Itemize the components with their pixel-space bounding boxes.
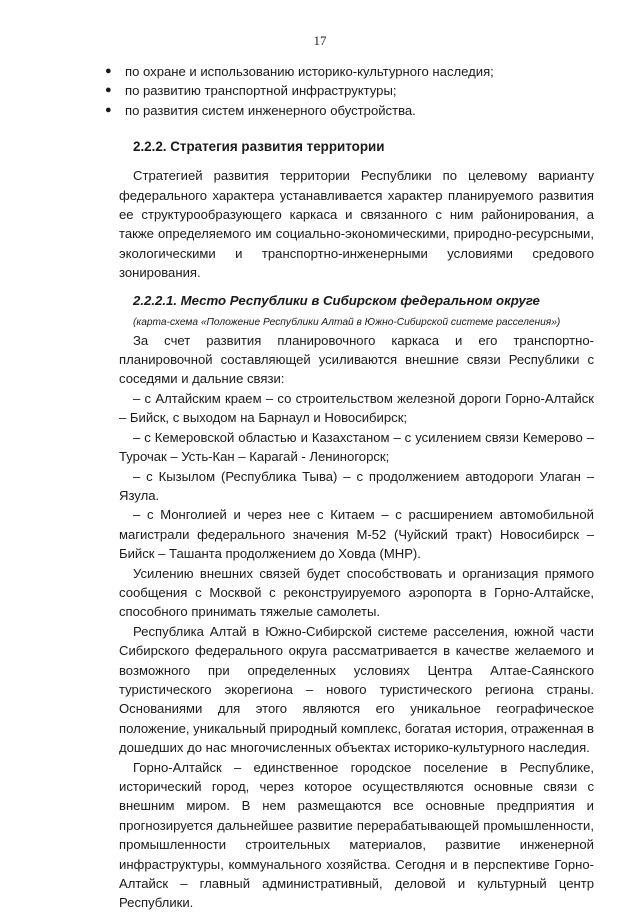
connection-item: – с Кемеровской областью и Казахстаном – с усилением связи Кемерово – Турочак – Усть-Кан – Карагай - Лениногорск; — [119, 429, 594, 465]
bullet-text: по развитию транспортной инфраструктуры; — [125, 83, 397, 99]
map-caption: (карта-схема «Положение Республики Алтай в Южно-Сибирской системе расселения») — [133, 316, 561, 328]
section-paragraph: Стратегией развития территории Республики по целевому варианту федерального характера устанавливается характер планируемого развития ее структурообразующего каркаса и связанного с ним районирования, а также определяемого им социально-экономическими, природно-ресурсными, экологическими и транспортно-инженерными условиями средового зонирования. — [119, 168, 594, 281]
bullet-item — [105, 81, 594, 100]
subsection-heading: 2.2.2.1. Место Республики в Сибирском федеральном округе — [133, 292, 540, 308]
city-paragraph: Горно-Алтайск – единственное городское поселение в Республике, исторический город, через которое осуществляются основные связи с внешним миром. В нем размещаются все основные предприятия и прогнозируется дальнейшее развитие перерабатывающей промышленности, промышленности строительных материалов, развитие инженерной инфраструктуры, коммунального хозяйства. Сегодня и в перспективе Горно-Алтайск – главный административный, деловой и культурный центр Республики. — [119, 759, 594, 911]
connection-item: – с Алтайским краем – со строительством железной дороги Горно-Алтайск – Бийск, с выходом на Барнаул и Новосибирск; — [119, 390, 594, 426]
bullet-text: по развития систем инженерного обустройства. — [125, 102, 416, 118]
page-content — [105, 62, 594, 913]
airport-paragraph: Усилению внешних связей будет способствовать и организация прямого сообщения с Москвой с реконструируемого аэропорта в Горно-Алтайске, способного принимать тяжелые самолеты. — [119, 565, 594, 620]
tourism-paragraph: Республика Алтай в Южно-Сибирской системе расселения, южной части Сибирского федерального округа рассматривается в качестве желаемого и возможного при определенных условиях Центра Алтае-Саянского туристического экорегиона – нового туристического региона страны. Основаниями для этого являются его уникальное географическое положение, уникальный природный комплекс, богатая история, отраженная в дошедших до нас многочисленных объектах историко-культурного наследия. — [119, 623, 594, 756]
section-heading: 2.2.2. Стратегия развития территории — [133, 139, 385, 155]
bullet-icon: ● — [105, 65, 112, 77]
intro-paragraph: За счет развития планировочного каркаса и его транспортно-планировочной составляющей усиливаются внешние связи Республики с соседями и дальние связи: — [119, 332, 594, 387]
page-number: 17 — [313, 33, 327, 48]
bullet-list — [105, 62, 594, 120]
bullet-icon: ● — [105, 84, 112, 97]
bullet-item — [105, 62, 594, 81]
bullet-icon: ● — [105, 103, 112, 116]
bullet-item — [105, 101, 594, 120]
bullet-text: по охране и использованию историко-культурного наследия; — [125, 64, 494, 79]
connection-item: – с Кызылом (Республика Тыва) – с продолжением автодороги Улаган – Язула. — [119, 468, 594, 503]
connection-item: – с Монголией и через нее с Китаем – с расширением автомобильной магистрали федерального значения М-52 (Чуйский тракт) Новосибирск – Бийск – Ташанта продолжением до Ховда (МНР). — [119, 507, 594, 562]
